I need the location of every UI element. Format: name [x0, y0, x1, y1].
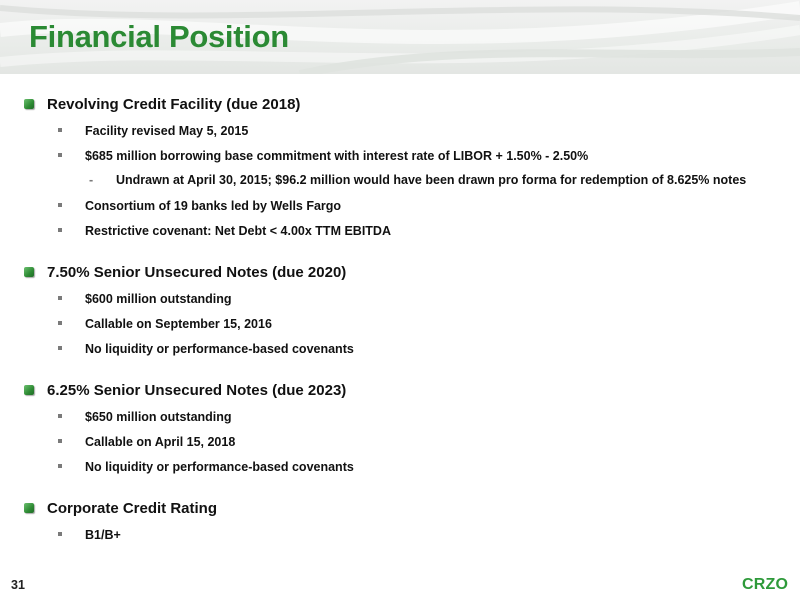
sub-list-item-text: Undrawn at April 30, 2015; $96.2 million would have been drawn pro forma for redemption of 8.625% notes [116, 173, 747, 187]
square-bullet-icon [58, 439, 62, 443]
section-heading [24, 380, 800, 400]
square-bullet-icon [58, 346, 62, 350]
list-item [58, 434, 800, 450]
green-square-bullet-icon [24, 503, 34, 513]
section-heading-text: Corporate Credit Rating [47, 499, 218, 517]
square-bullet-icon [58, 128, 62, 132]
list-item-text: Callable on September 15, 2016 [85, 317, 272, 331]
section-heading [24, 262, 800, 282]
sub-list-item [89, 172, 800, 189]
section-senior-notes-2020 [0, 262, 800, 357]
list-item-text: Facility revised May 5, 2015 [85, 124, 249, 138]
list-item-text: Callable on April 15, 2018 [85, 435, 236, 449]
list-item-text: Consortium of 19 banks led by Wells Fargo [85, 199, 342, 213]
list-item [58, 148, 800, 164]
list-item-text: No liquidity or performance-based covenants [85, 460, 354, 474]
square-bullet-icon [58, 228, 62, 232]
green-square-bullet-icon [24, 99, 34, 109]
section-heading-text: Revolving Credit Facility (due 2018) [47, 95, 301, 113]
section-heading-text: 6.25% Senior Unsecured Notes (due 2023) [47, 381, 347, 399]
square-bullet-icon [58, 414, 62, 418]
list-item-text: $600 million outstanding [85, 292, 232, 306]
list-item [58, 341, 800, 357]
list-item-text: Restrictive covenant: Net Debt < 4.00x TTM EBITDA [85, 224, 391, 238]
green-square-bullet-icon [24, 385, 34, 395]
section-corporate-credit-rating [0, 498, 800, 543]
list-item [58, 459, 800, 475]
section-heading [24, 498, 800, 518]
page-number: 31 [11, 578, 25, 592]
section-heading [24, 94, 800, 114]
list-item [58, 123, 800, 139]
square-bullet-icon [58, 532, 62, 536]
list-item [58, 527, 800, 543]
content-body [0, 94, 800, 543]
section-senior-notes-2023 [0, 380, 800, 475]
slide-title: Financial Position [29, 19, 289, 54]
list-item-text: $685 million borrowing base commitment with interest rate of LIBOR + 1.50% - 2.50% [85, 149, 589, 163]
list-item [58, 316, 800, 332]
dash-bullet-icon: - [89, 173, 94, 187]
list-item-text: B1/B+ [85, 528, 121, 542]
company-logo: CRZO [742, 576, 789, 593]
square-bullet-icon [58, 321, 62, 325]
green-square-bullet-icon [24, 267, 34, 277]
square-bullet-icon [58, 153, 62, 157]
square-bullet-icon [58, 296, 62, 300]
section-heading-text: 7.50% Senior Unsecured Notes (due 2020) [47, 263, 347, 281]
list-item-text: $650 million outstanding [85, 410, 232, 424]
section-revolving-credit-facility [0, 94, 800, 239]
list-item [58, 223, 800, 239]
list-item-text: No liquidity or performance-based covenants [85, 342, 354, 356]
list-item [58, 198, 800, 214]
header-band [0, 0, 800, 74]
list-item [58, 291, 800, 307]
list-item [58, 409, 800, 425]
square-bullet-icon [58, 203, 62, 207]
square-bullet-icon [58, 464, 62, 468]
